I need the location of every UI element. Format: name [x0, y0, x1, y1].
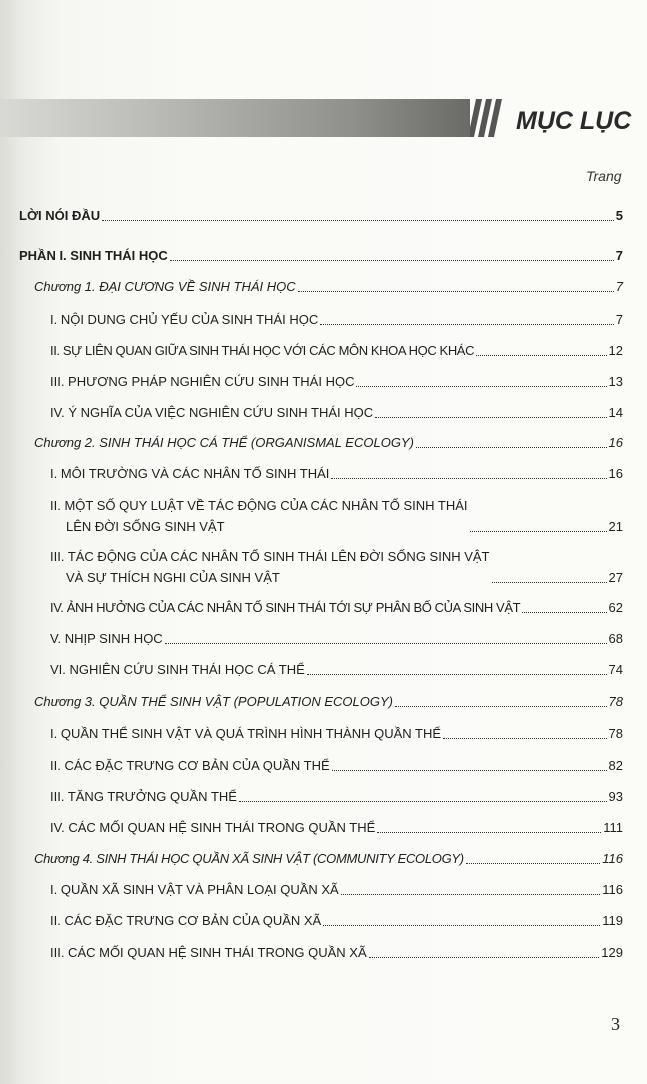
toc-entry-label: III. TĂNG TRƯỞNG QUẦN THỂ [50, 789, 237, 804]
toc-entry-chapter-3[interactable] [34, 694, 623, 710]
toc-entry-label: IV. ẢNH HƯỞNG CỦA CÁC NHÂN TỐ SINH THÁI TỚI SỰ PHÂN BỐ CỦA SINH VẬT [50, 600, 521, 615]
toc-entry-section[interactable] [50, 820, 623, 836]
toc-entry-label: I. NỘI DUNG CHỦ YẾU CỦA SINH THÁI HỌC [50, 312, 319, 327]
leader-dots [298, 290, 614, 292]
toc-entry-page: 82 [608, 758, 623, 773]
toc-entry-section[interactable] [50, 466, 623, 482]
leader-dots [331, 477, 606, 479]
page-column-label: Trang [586, 168, 622, 184]
leader-dots [307, 673, 607, 675]
toc-entry-section[interactable] [50, 945, 623, 961]
leader-dots [416, 446, 607, 448]
toc-entry-label: IV. CÁC MỐI QUAN HỆ SINH THÁI TRONG QUẦN THỂ [50, 820, 376, 835]
leader-dots [476, 354, 606, 356]
slash-decoration-icon [470, 99, 514, 137]
toc-entry-label: IV. Ý NGHĨA CỦA VIỆC NGHIÊN CỨU SINH THÁI HỌC [50, 405, 374, 420]
toc-entry-page: 74 [608, 662, 623, 677]
leader-dots [377, 831, 601, 833]
leader-dots [369, 956, 600, 958]
toc-entry-section[interactable] [50, 600, 623, 616]
toc-entry-label: I. QUẦN THỂ SINH VẬT VÀ QUÁ TRÌNH HÌNH THÀNH QUẦN THỂ [50, 726, 442, 741]
toc-entry-page: 21 [608, 519, 623, 534]
toc-entry-page: 111 [603, 820, 623, 835]
toc-entry-section[interactable] [50, 312, 623, 328]
toc-entry-label: Chương 3. QUẦN THỂ SINH VẬT (POPULATION ECOLOGY) [34, 694, 393, 709]
toc-entry-page: 78 [608, 726, 623, 741]
toc-entry-page: 5 [615, 208, 623, 223]
toc-entry-page: 14 [608, 405, 623, 420]
toc-entry-label: PHẦN I. SINH THÁI HỌC [19, 248, 168, 263]
toc-entry-page: 116 [602, 851, 623, 866]
leader-dots [320, 323, 614, 325]
toc-entry-label: V. NHỊP SINH HỌC [50, 631, 163, 646]
toc-entry-section[interactable] [50, 726, 623, 742]
toc-entry-page: 27 [608, 570, 623, 585]
leader-dots [102, 219, 614, 221]
toc-entry-page: 16 [608, 466, 623, 481]
toc-entry-section[interactable] [50, 882, 623, 898]
leader-dots [443, 737, 607, 739]
page-title: MỤC LỤC [516, 107, 632, 135]
toc-entry-section[interactable] [50, 758, 623, 774]
toc-entry-section[interactable] [50, 498, 623, 535]
toc-entry-page: 7 [615, 248, 623, 263]
toc-entry-page: 7 [615, 312, 623, 327]
toc-entry-chapter-4[interactable] [34, 851, 623, 867]
toc-entry-label: II. CÁC ĐẶC TRƯNG CƠ BẢN CỦA QUẦN XÃ [50, 913, 322, 928]
leader-dots [395, 705, 607, 707]
toc-entry-section[interactable] [50, 374, 623, 390]
leader-dots [332, 769, 607, 771]
toc-entry-label: II. MỘT SỐ QUY LUẬT VỀ TÁC ĐỘNG CỦA CÁC NHÂN TỐ SINH THÁI [50, 498, 468, 513]
toc-entry-page: 68 [608, 631, 623, 646]
toc-entry-section[interactable] [50, 405, 623, 421]
page-number: 3 [611, 1014, 620, 1034]
toc-entry-label: Chương 2. SINH THÁI HỌC CÁ THỂ (ORGANISMAL ECOLOGY) [34, 435, 414, 450]
toc-entry-label: I. QUẦN XÃ SINH VẬT VÀ PHÂN LOẠI QUẦN XÃ [50, 882, 339, 897]
toc-entry-page: 12 [608, 343, 623, 358]
title-banner [0, 99, 470, 137]
toc-entry-page: 78 [608, 694, 623, 709]
toc-entry-page: 13 [608, 374, 623, 389]
toc-entry-page: 119 [602, 913, 623, 928]
toc-entry-label: Chương 4. SINH THÁI HỌC QUẦN XÃ SINH VẬT (COMMUNITY ECOLOGY) [34, 851, 464, 866]
toc-entry-label: LỜI NÓI ĐẦU [19, 208, 101, 223]
toc-entry-preface[interactable] [19, 208, 623, 224]
toc-entry-label-continued: VÀ SỰ THÍCH NGHI CỦA SINH VẬT [66, 570, 280, 585]
toc-entry-label-continued: LÊN ĐỜI SỐNG SINH VẬT [66, 519, 225, 534]
toc-entry-page: 129 [601, 945, 623, 960]
toc-entry-page: 7 [615, 279, 623, 294]
leader-dots [375, 416, 606, 418]
leader-dots [341, 893, 601, 895]
toc-entry-section[interactable] [50, 662, 623, 678]
toc-entry-section[interactable] [50, 913, 623, 929]
leader-dots [323, 924, 600, 926]
toc-entry-part-1[interactable] [19, 248, 623, 264]
toc-entry-page: 62 [608, 600, 623, 615]
leader-dots [170, 259, 614, 261]
leader-dots [492, 581, 607, 583]
toc-entry-label: I. MÔI TRƯỜNG VÀ CÁC NHÂN TỐ SINH THÁI [50, 466, 330, 481]
toc-entry-section[interactable] [50, 789, 623, 805]
toc-entry-label: VI. NGHIÊN CỨU SINH THÁI HỌC CÁ THỂ [50, 662, 305, 677]
leader-dots [470, 530, 607, 532]
toc-entry-page: 116 [602, 882, 623, 897]
toc-entry-section[interactable] [50, 631, 623, 647]
toc-entry-chapter-1[interactable] [34, 279, 623, 295]
leader-dots [466, 862, 600, 864]
toc-entry-page: 16 [608, 435, 623, 450]
toc-entry-chapter-2[interactable] [34, 435, 623, 451]
leader-dots [239, 800, 607, 802]
toc-entry-page: 93 [608, 789, 623, 804]
toc-entry-section[interactable] [50, 549, 623, 586]
leader-dots [165, 642, 607, 644]
leader-dots [356, 385, 606, 387]
toc-entry-section[interactable] [50, 343, 623, 359]
toc-entry-label: III. TÁC ĐỘNG CỦA CÁC NHÂN TỐ SINH THÁI LÊN ĐỜI SỐNG SINH VẬT [50, 549, 490, 564]
toc-entry-label: III. PHƯƠNG PHÁP NGHIÊN CỨU SINH THÁI HỌC [50, 374, 355, 389]
toc-entry-label: III. CÁC MỐI QUAN HỆ SINH THÁI TRONG QUẦN XÃ [50, 945, 367, 960]
toc-entry-label: II. SỰ LIÊN QUAN GIỮA SINH THÁI HỌC VỚI CÁC MÔN KHOA HỌC KHÁC [50, 343, 475, 358]
toc-entry-label: Chương 1. ĐẠI CƯƠNG VỀ SINH THÁI HỌC [34, 279, 296, 294]
leader-dots [522, 611, 606, 613]
toc-entry-label: II. CÁC ĐẶC TRƯNG CƠ BẢN CỦA QUẦN THỂ [50, 758, 330, 773]
